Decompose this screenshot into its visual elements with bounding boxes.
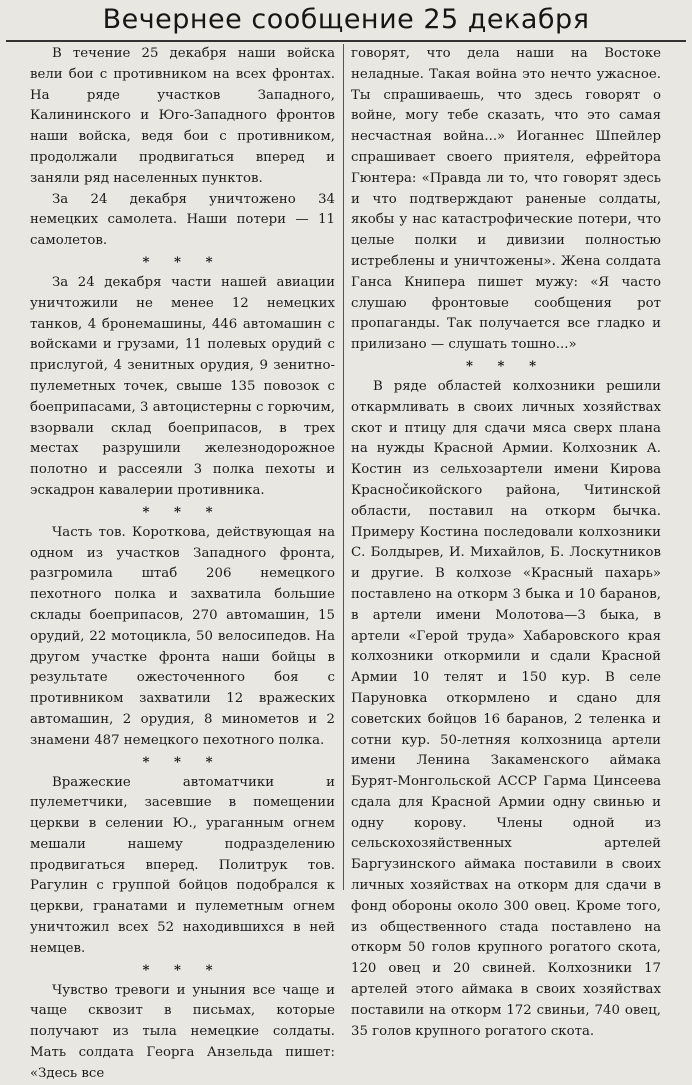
paragraph-german-letters: Чувство тревоги и уныния все чаще и чаще сквозит в письмах, которые получают из тыла немецкие солдаты. Мать солдата Георга Анзельда пишет: «Здесь все [30,982,335,1081]
column-divider [343,44,344,890]
right-column [351,44,661,1039]
paragraph-korotkov-unit: Часть тов. Короткова, действующая на одном из участков Западного фронта, разгромила штаб 206 немецкого пехотного полка и захватила большие склады боеприпасов, 270 автомашин, 15 орудий, 22 мотоцикла, 50 велосипедов. На другом участке фронта наши бойцы в результате ожесточенного боя с противником захватили 12 вражеских автомашин, 2 орудия, 8 минометов и 2 знамени 487 немецкого пехотного полка. [30,524,335,748]
paragraph-aviation-results: За 24 декабря части нашей авиации уничтожили не менее 12 немецких танков, 4 бронемашины, 446 автомашин с войсками и грузами, 11 полевых орудий с прислугой, 4 зенитных орудия, 9 зенитно-пулеметных точек, свыше 135 повозок с боеприпасами, 3 автоцистерны с горючим, взорвали склад боеприпасов, в трех местах разрушили железнодорожное полотно и рассеяли 3 полка пехоты и эскадрон кавалерии противника. [30,274,335,498]
paragraph-aircraft-losses: За 24 декабря уничтожено 34 немецких самолета. Наши потери — 11 самолетов. [30,191,335,249]
title-rule [6,40,686,42]
left-column [30,44,335,1081]
section-separator: * * * [142,254,223,270]
paragraph-front-summary: В течение 25 декабря наши войска вели бои с противником на всех фронтах. На ряде участков Западного, Калининского и Юго-Западного фронтов наши войска, ведя бои с противником, продолжали продвигаться вперед и заняли ряд населенных пунктов. [30,46,335,186]
paragraph-german-letters-continued: говорят, что дела наши на Востоке неладные. Такая война это нечто ужасное. Ты спрашиваешь, что здесь говорят о войне, могу тебе сказать, что это самая несчастная война...» Иоганнес Шпейлер спрашивает своего приятеля, ефрейтора Гюнтера: «Правда ли то, что говорят здесь и что подтверждают раненые солдаты, якобы у нас катастрофические потери, что целые полки и дивизии полностью истреблены и уничтожены». Жена солдата Ганса Книпера пишет мужу: «Я часто слушаю фронтовые сообщения рот пропаганды. Так получается все гладко и прилизано — слушать тошно...» [351,46,661,353]
section-separator: * * * [142,962,223,978]
paragraph-church-battle: Вражеские автоматчики и пулеметчики, засевшие в помещении церкви в селении Ю., ураганным огнем мешали нашему подразделению продвигаться вперед. Политрук тов. Рагулин с группой бойцов подобрался к церкви, гранатами и пулеметным огнем уничтожил всех 52 находившихся в ней немцев. [30,774,335,956]
section-separator: * * * [465,358,547,374]
paragraph-collective-farmers: В ряде областей колхозники решили откармливать в своих личных хозяйствах скот и птицу для сдачи мяса сверх плана на нужды Красной Армии. Колхозник А. Костин из сельхозартели имени Кирова Краснočикойского района, Читинской области, поставил на откорм бычка. Примеру Костина последовали колхозники С. Болдырев, И. Михайлов, Б. Лоскутников и другие. В колхозе «Красный пахарь» поставлено на откорм 3 быка и 10 баранов, в артели имени Молотова—3 быка, в артели «Герой труда» Хабаровского края колхозники откормили и сдали Красной Армии 10 телят и 150 кур. В селе Паруновка откормлено и сдано для советских бойцов 16 баранов, 2 теленка и сотни кур. 50-летняя колхозница артели имени Ленина Закаменского аймака Бурят-Монгольской АССР Гарма Цинсеева сдала для Красной Армии одну свинью и одну корову. Члены одной из сельскохозяйственных артелей Баргузинского аймака поставили в своих личных хозяйствах на откорм для сдачи в фонд обороны около 300 овец. Кроме того, из общественного стада поставлено на откорм 50 голов крупного рогатого скота, 120 овец и 20 свиней. Колхозники 17 артелей этого аймака в своих хозяйствах поставили на откорм 172 свиньи, 740 овец, 35 голов крупного рогатого скота. [351,378,661,1039]
page-title: Вечернее сообщение 25 декабря [102,4,590,35]
section-separator: * * * [142,754,223,770]
section-separator: * * * [142,504,223,520]
